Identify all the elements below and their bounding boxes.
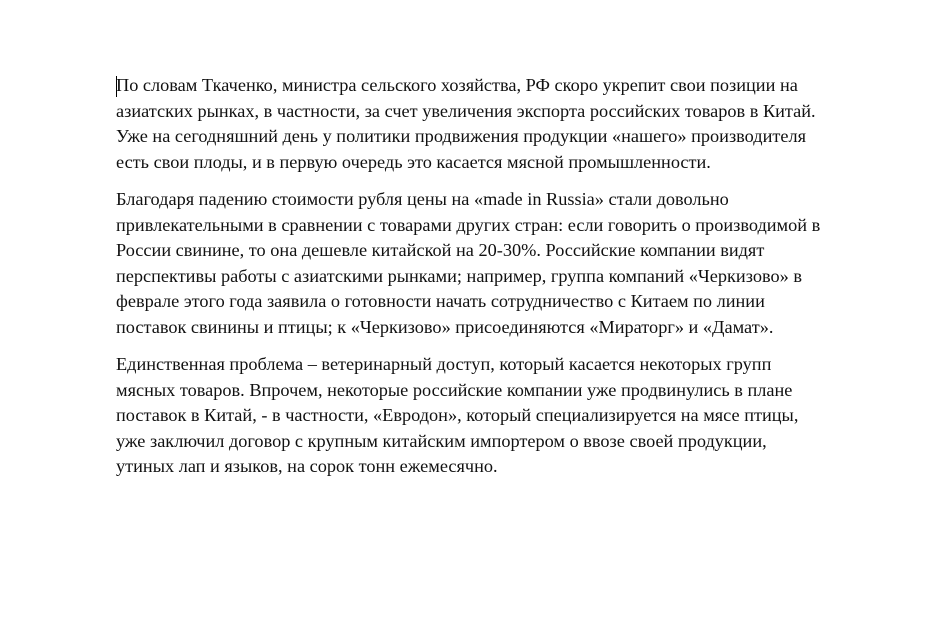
text-line: азиатских рынках, в частности, за счет увеличения экспорта российских товаров в Китай. bbox=[116, 100, 816, 121]
text-line: России свинине, то она дешевле китайской на 20-30%. Российские компании видят bbox=[116, 240, 765, 260]
paragraph-1[interactable] bbox=[116, 73, 916, 175]
document-body[interactable] bbox=[116, 73, 916, 492]
text-line: феврале этого года заявила о готовности начать сотрудничество с Китаем по линии bbox=[116, 291, 765, 311]
paragraph-2[interactable] bbox=[116, 187, 916, 340]
text-line: поставок в Китай, - в частности, «Евродон», который специализируется на мясе птицы, bbox=[116, 405, 799, 425]
text-line: привлекательными в сравнении с товарами других стран: если говорить о производимой в bbox=[116, 214, 821, 235]
text-line: Уже на сегодняшний день у политики продвижения продукции «нашего» производителя bbox=[116, 126, 807, 146]
text-line: Благодаря падению стоимости рубля цены на «made in Russia» стали довольно bbox=[116, 189, 729, 209]
text-line: поставок свинины и птицы; к «Черкизово» присоединяются «Мираторг» и «Дамат». bbox=[116, 316, 774, 337]
text-line: уже заключил договор с крупным китайским импортером о ввозе своей продукции, bbox=[116, 430, 767, 451]
text-line: перспективы работы с азиатскими рынками; например, группа компаний «Черкизово» в bbox=[116, 265, 802, 286]
text-line: есть свои плоды, и в первую очередь это касается мясной промышленности. bbox=[116, 151, 711, 172]
paragraph-3[interactable] bbox=[116, 352, 916, 480]
text-line: Единственная проблема – ветеринарный доступ, который касается некоторых групп bbox=[116, 354, 772, 374]
text-line: мясных товаров. Впрочем, некоторые российские компании уже продвинулись в плане bbox=[116, 379, 793, 400]
text-line: По словам Ткаченко, министра сельского хозяйства, РФ скоро укрепит свои позиции на bbox=[116, 75, 798, 95]
text-line: утиных лап и языков, на сорок тонн ежемесячно. bbox=[116, 456, 498, 476]
